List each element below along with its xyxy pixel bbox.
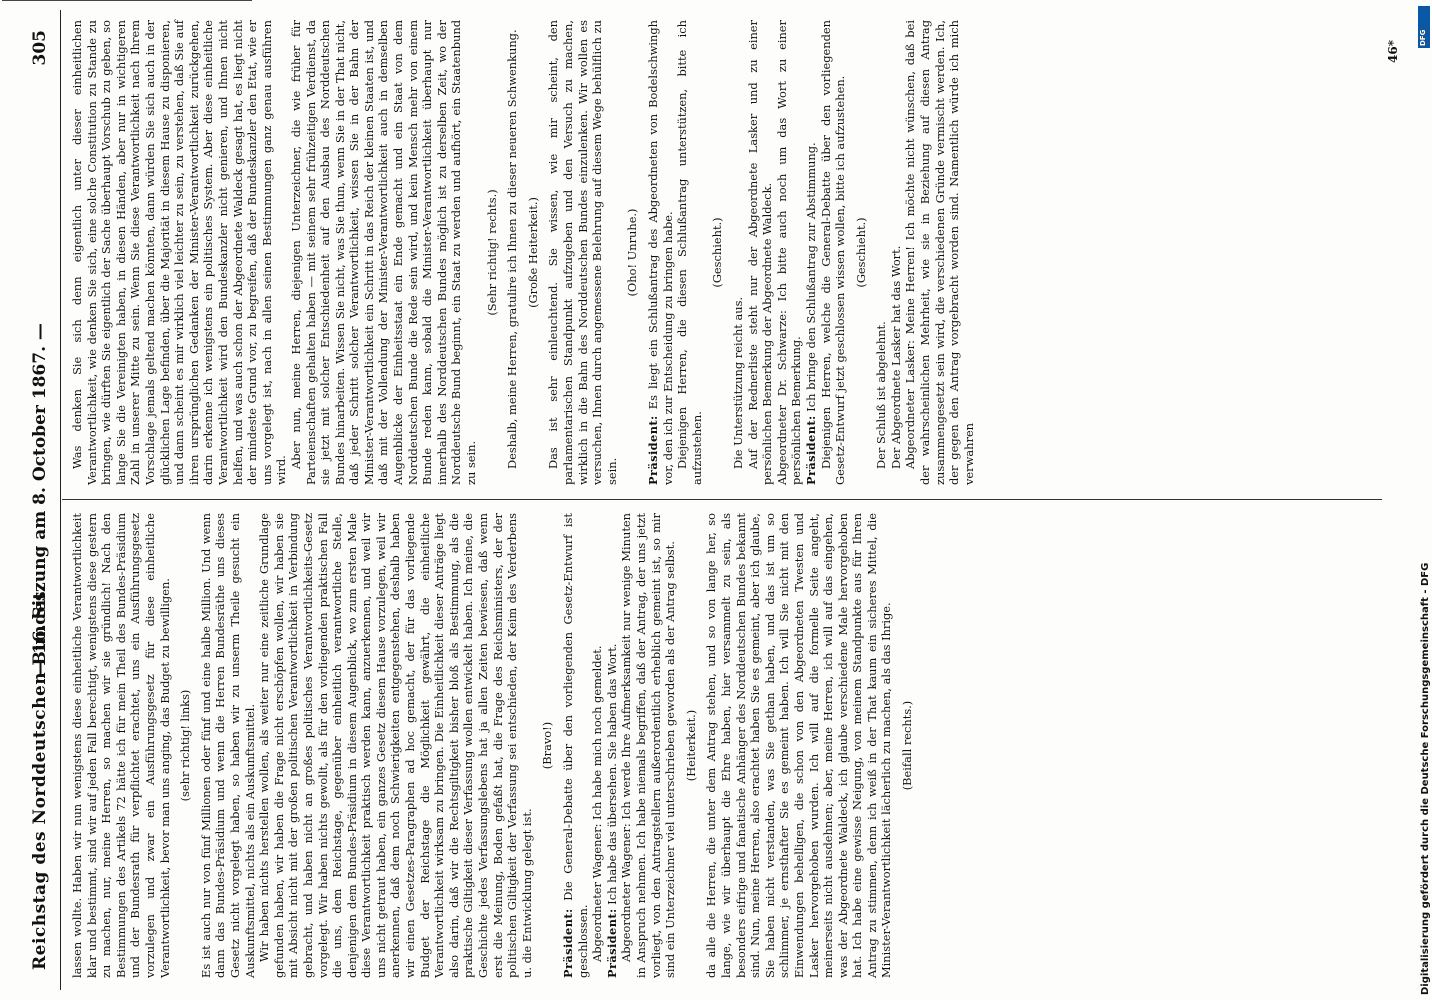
paragraph: Was denken Sie sich denn eigentlich unter dieser einheitlichen Verantwortlichkeit, wie denken Sie sich, eine solche Constitution zu Stande zu bringen, wie dürften Sie eigentlich der Sache überhaupt Vorschub zu geben, so lange Sie die Vereinigten haben, in diesen Händen, aber nur in wichtigeren Zahl in unserer Mitte zu sein. Wenn Sie diese Verantwortlichkeit nach Ihrem Vorschlage jemals geltend machen könnten, dann würden Sie sich auch in der glücklichen Lage befinden, über die Majorität in diesem Hause zu disponieren, und dann scheint es mir wirklich viel leichter zu sein, zu verstehen, daß Sie auf ihren ursprünglichen Gedanken der Minister-Verantwortlichkeit zurückgehen, darin erkenne ich wenigstens ein politisches System. Aber diese einheitliche Verantwortlichkeit wird den Bundeskanzler nicht genieren, und Ihnen nicht helfen, und was auch schon der Abgeordnete Waldeck gesagt hat, es liegt nicht der mindeste Grund vor, zu begreifen, daß der Bundeskanzler den Etat, wie er uns vorgelegt ist, nach in allen seinen Bestimmungen ganz genau ausführen wird. — [70, 20, 289, 485]
signature-mark: 46* — [1386, 40, 1400, 63]
paragraph-text: Es liegt ein Schlußantrag des Abgeordneten von Bodelschwingh vor, den ich zur Entscheidung zu bringen habe. — [645, 20, 675, 485]
speaker-label: Präsident: — [604, 908, 619, 978]
paragraph: Es ist auch nur von fünf Millionen oder fünf und eine halbe Million. Und wenn dann das Bundes-Präsidium und wenn die Herren Bundesräthe uns dieses Gesetz nicht vorgelegt haben, so haben wir zu unserm Theile gesucht ein Auskunftsmittel, nichts als ein Auskunftsmittel. — [198, 513, 257, 978]
paragraph: Der Abgeordnete Lasker hat das Wort. — [888, 245, 903, 469]
dfg-badge — [1418, 6, 1430, 48]
paragraph-text: Ich bringe den Schlußantrag zur Abstimmung. — [803, 142, 818, 416]
stage-direction: (Sehr richtig! rechts.) — [484, 189, 499, 316]
stage-direction: (Geschieht.) — [853, 217, 868, 288]
left-column — [70, 513, 921, 978]
paragraph — [561, 513, 590, 978]
paragraph-text: Ich habe das übersehen. Sie haben das Wort. — [604, 643, 619, 909]
digitization-notice: Digitalisierung gefördert durch die Deutsche Forschungsgemeinschaft - DFG — [1420, 562, 1431, 995]
header-rule — [60, 10, 61, 990]
paragraph: Diejenigen Herren, die diesen Schlußantrag unterstützen, bitte ich aufzustehen. — [675, 20, 704, 485]
paragraph: Das ist sehr einleuchtend. Sie wissen, wie mir scheint, den parlamentarischen Standpunkt aufzugeben und den Versuch zu machen, wirklich in die Bahn des Norddeutschen Bundes einzulenken. Wir wollen es versuchen, Ihnen durch angemessene Belehrung auf diesem Wege behülflich zu sein. — [546, 20, 619, 485]
running-title: Reichstag des Norddeutschen Bundes. — [30, 584, 50, 970]
paragraph: lassen wollte. Haben wir nun wenigstens diese einheitliche Verantwortlichkeit klar und bestimmt, sind wir auf jeden Fall berechtigt, wenigstens diese gestern zu machen, nur, meine Herren, so machen wir sie gründlich! Nach den Bestimmungen des Artikels 72 hätte ich für mein Theil des Bundes-Präsidium und der Bundesrath für verpflichtet erachtet, uns ein Ausführungsgesetz vorzulegen und zwar ein Ausführungsgesetz für diese einheitliche Verantwortlichkeit, bevor man uns anging, das Budget zu bewilligen. — [70, 513, 172, 978]
right-column — [70, 20, 976, 485]
paragraph: da alle die Herren, die unter dem Antrag stehen, und so von lange her, so lange, wie wir überhaupt die Ehre haben, hier versammelt zu sein, als besonders eifrige und fanatische Anhänger des Norddeutschen Bundes bekannt sind. Nun, meine Herren, also erachtet haben Sie es gemeint, aber ich glaube, Sie haben nicht verstanden, was Sie gethan haben, und das ist um so schlimmer, je ernsthafter Sie es gemeint haben. Ich will Sie nicht mit den Einwendungen behelligen, die schon von den Abgeordneten Twesten und Lasker hervorgehoben wurden. Ich will auf die formelle Seite angeht, meinerseits nicht ausdehnen; aber, meine Herren, ich will auf das eingehen, was der Abgeordnete Waldeck, ich glaube verschiedene Male hervorgehoben hat. Ich habe eine gewisse Neigung, von meinem Standpunkte aus für Ihren Antrag zu stimmen, denn ich weiß in der That kaum ein sicheres Mittel, die Minister-Verantwortlichkeit lächerlich zu machen, als das Ihrige. — [704, 513, 894, 978]
stage-direction: (Oho! Unruhe.) — [625, 208, 640, 297]
paragraph: Diejenigen Herren, welche die General-Debatte über den vorliegenden Gesetz-Entwurf jetzt geschlossen wissen wollen, bitte ich aufzustehen. — [818, 20, 848, 485]
speaker-label: Präsident: — [645, 415, 660, 485]
paragraph: Abgeordneter Wagener: Ich habe mich noch gemeldet. — [590, 645, 605, 962]
paragraph — [605, 513, 620, 978]
page-header — [26, 0, 60, 1000]
stage-direction: (Bravo!) — [540, 721, 555, 770]
speaker-label: Präsident: — [561, 908, 575, 978]
paragraph: Abgeordneter Wagener: Ich werde Ihre Aufmerksamkeit nur wenige Minuten in Anspruch nehmen. Ich habe niemals begriffen, daß der Antrag, der uns jetzt vorliegt, von den Antragstellern außerordentlich erheblich gemeint ist, so mir sind ein Unterzeichner viel unterschrieben geworden als der Antrag selbst. — [619, 513, 678, 978]
paragraph: Wir haben nichts herstellen wollen, als weiter nur eine zeitliche Grundlage gefunden haben, wir haben die Frage nicht erschöpfen wollen, wir haben sie mit Absicht nicht mit der großen politischen Verantwortlichkeit in Verbindung gebracht, und haben nicht an großes politisches Verantwortlichkeits-Gesetz vorgelegt. Wir haben nichts gewollt, als für den vorliegenden praktischen Fall die uns, dem Reichstage, gegenüber einheitlich verantwortliche Stelle, denjenigen dem Bundes-Präsidium in diesem Augenblick, wo zum ersten Male diese Verantwortlichkeit praktisch werden kann, anzuerkennen, und weil wir uns nicht getraut haben, ein ganzes Gesetz diesem Hause vorzulegen, weil wir anerkennen, daß dem noch Schwierigkeiten entgegenstehen, deshalb haben wir einen Gesetzes-Paragraphen ad hoc gemacht, der für das vorliegende Budget der Reichstage die Möglichkeit gewährt, die einheitliche Verantwortlichkeit wirksam zu bringen. Die Einheitlichkeit dieser Anträge liegt also darin, daß wir die Rechtsgiltigkeit bisher bloß als Bestimmung, als die praktische Giltigkeit dieser Verfassung wollen entwickelt haben. Ich meine, die Geschichte jedes Verfassungslebens hat ja allen Zeiten bewiesen, daß wenn erst die Meinung, Boden gefaßt hat, die Frage des Reichsministers, der der politischen Giltigkeit der Verfassung sei entschieden, der Keim des Verderbens u. die Entwicklung gelegt ist. — [257, 513, 534, 978]
stage-direction: (Große Heiterkeit.) — [525, 197, 540, 308]
session-title: — 16. Sitzung am 8. October 1867. — — [30, 323, 50, 677]
paragraph: Abgeordneter Dr. Schwarze: Ich bitte auch noch um das Wort zu einer persönlichen Bemerkung. — [774, 20, 804, 485]
stage-direction: (Heiterkeit.) — [683, 709, 698, 782]
paragraph: Der Schluß ist abgelehnt. — [874, 321, 889, 469]
paragraph-text: Die General-Debatte über den vorliegenden Gesetz-Entwurf ist geschlossen. — [561, 513, 590, 978]
rotated-page-content — [26, 0, 1406, 1000]
paragraph: Abgeordneter Lasker: Meine Herren! Ich möchte nicht wünschen, daß bei der wahrscheinlichen Mehrheit, wie sie in Beziehung auf diesen Antrag zusammengesetzt sein wird, die verschiedenen Gründe vermischt werden. Ich, der gegen den Antrag vorgebracht worden sind. Namentlich würde ich mich verwahren — [903, 20, 976, 485]
paragraph: Deshalb, meine Herren, gratulire ich Ihnen zu dieser neueren Schwenkung. — [505, 29, 520, 469]
paragraph — [804, 20, 819, 485]
speaker-label: Präsident: — [803, 415, 818, 485]
paragraph: Aber nun, meine Herren, diejenigen Unterzeichner, die wie früher für Parteienschaften gehalten haben — mit seinem sehr frühzeitigen Verdienst, da sie jetzt mit solcher Entschiedenheit auf den Ausbau des Norddeutschen Bundes hinarbeiten. Wissen Sie nicht, was Sie thun, wenn Sie in der That nicht, daß jeder Schritt solcher Verantwortlichkeit, wissen Sie in der Bahn der Minister-Verantwortlichkeit ein Schritt in das Reich der kleinen Staaten ist, und daß mit der Vollendung der Minister-Verantwortlichkeit auch in demselben Augenblicke der Einheitsstaat ein Ende gemacht und ein Staat von dem Norddeutschen Bunde die Rede sein wird, und kein Mensch mehr von einem Bunde reden kann, sobald die Minister-Verantwortlichkeit überhaupt nur innerhalb des Norddeutschen Bundes möglich ist zu derselben Zeit, wo der Norddeutsche Bund beginnt, ein Staat zu werden und aufhört, ein Staatenbund zu sein. — [288, 20, 479, 485]
paragraph: Auf der Rednerliste steht nur der Abgeordnete Lasker und zu einer persönlichen Bemerkung der Abgeordnete Waldeck. — [745, 20, 775, 485]
stage-direction: (Geschieht.) — [710, 217, 725, 288]
page-number: 305 — [30, 30, 50, 66]
stage-direction: (sehr richtig! links) — [178, 689, 193, 802]
paragraph — [646, 20, 675, 485]
column-divider — [62, 499, 1382, 500]
stage-direction: (Beifall rechts.) — [900, 700, 915, 791]
paragraph: Die Unterstützung reicht aus. — [730, 296, 745, 469]
dfg-badge-text: DFG — [1419, 29, 1427, 46]
